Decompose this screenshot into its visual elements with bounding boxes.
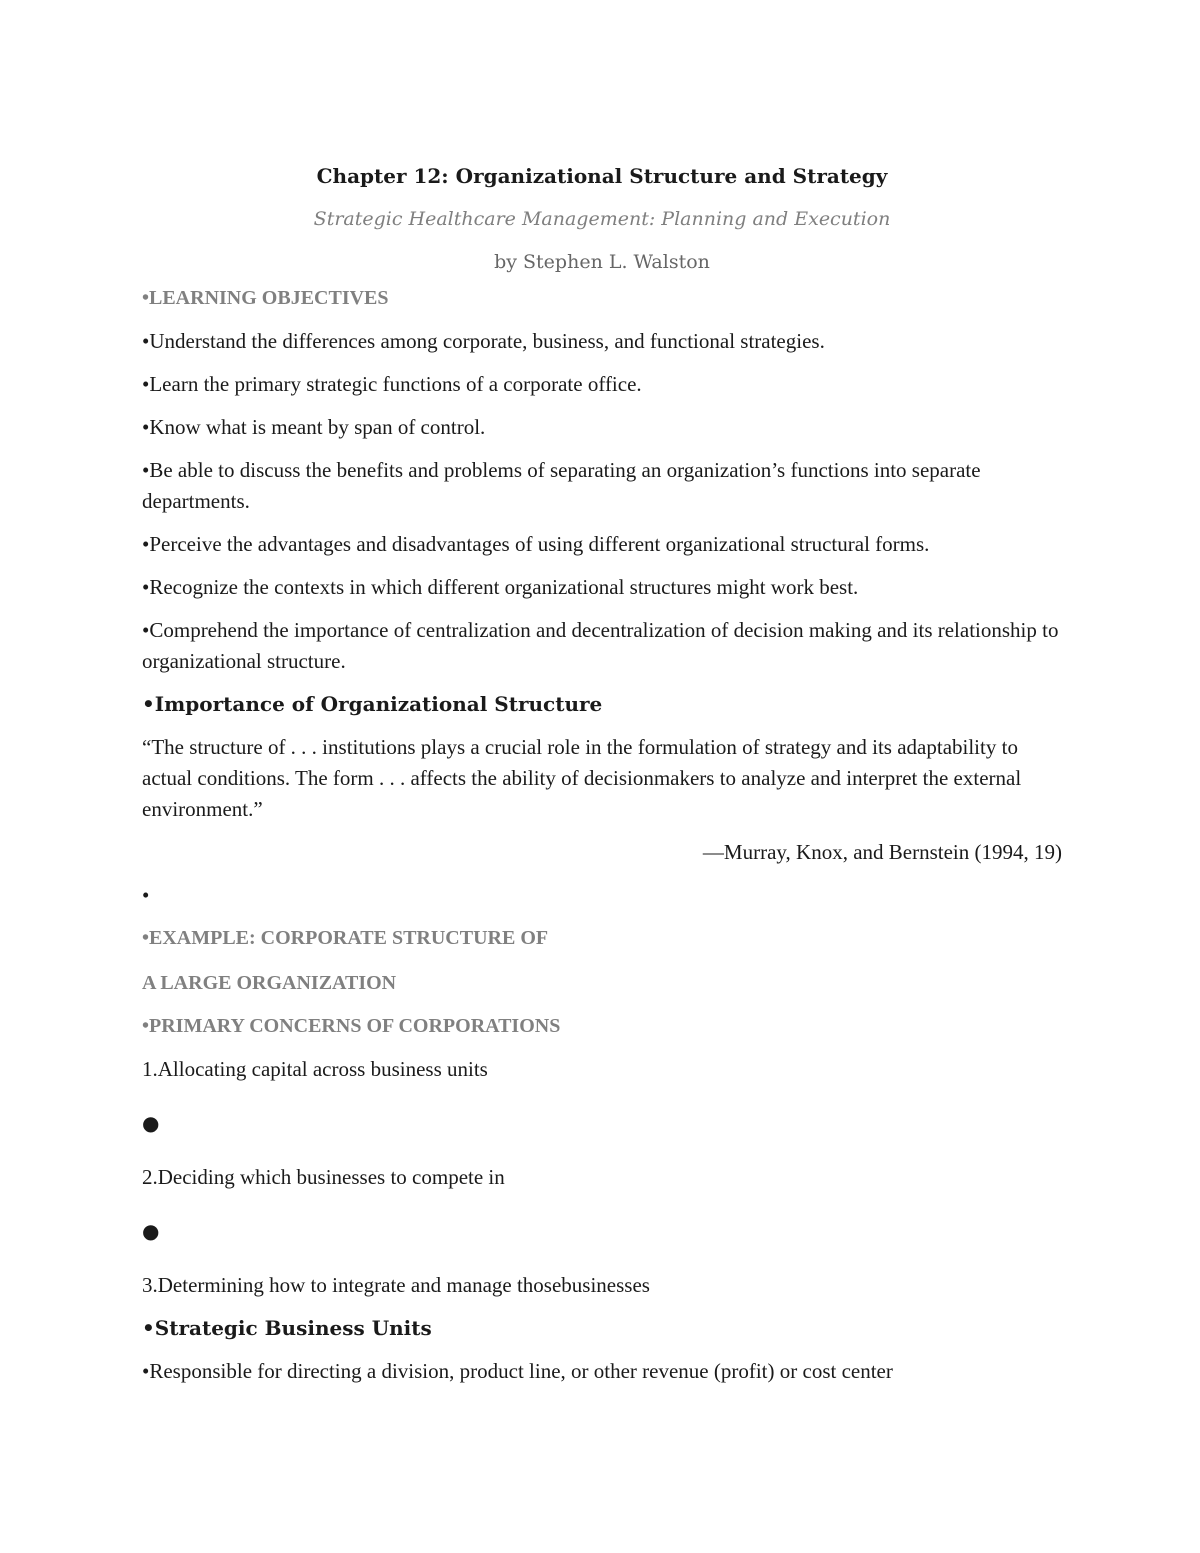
concerns-heading: •PRIMARY CONCERNS OF CORPORATIONS (142, 1015, 561, 1037)
sbu-heading: •Strategic Business Units (142, 1316, 432, 1340)
sbu-item: •Responsible for directing a division, product line, or other revenue (profit) or cost center (142, 1359, 893, 1383)
example-heading-line1: •EXAMPLE: CORPORATE STRUCTURE OF (142, 927, 549, 949)
quote-attribution: —Murray, Knox, and Bernstein (1994, 19) (702, 840, 1062, 864)
example-heading-line2: A LARGE ORGANIZATION (142, 972, 397, 994)
objectives-heading: •LEARNING OBJECTIVES (142, 287, 389, 309)
author-line: by Stephen L. Walston (494, 251, 710, 273)
bullet-dot: ● (142, 1219, 160, 1243)
objective-item: •Learn the primary strategic functions of a corporate office. (142, 372, 642, 396)
concern-item-1: 1.Allocating capital across business units (142, 1057, 488, 1081)
objective-item: •Perceive the advantages and disadvantages of using different organizational structural forms. (142, 532, 930, 556)
objective-item: •Know what is meant by span of control. (142, 415, 486, 439)
document-page (142, 155, 1062, 1399)
concern-item-2: 2.Deciding which businesses to compete in (142, 1165, 505, 1189)
importance-heading: •Importance of Organizational Structure (142, 692, 603, 716)
objective-item: •Comprehend the importance of centralization and decentralization of decision making and its relationship to organizational structure. (142, 618, 1059, 673)
quote-text: “The structure of . . . institutions plays a crucial role in the formulation of strategy and its adaptability to actual conditions. The form . . . affects the ability of decisionmakers to analyze and interpret the external environment.” (142, 735, 1022, 821)
book-subtitle: Strategic Healthcare Management: Planning and Execution (313, 208, 891, 230)
concern-item-3: 3.Determining how to integrate and manage thosebusinesses (142, 1273, 650, 1297)
objective-item: •Recognize the contexts in which different organizational structures might work best. (142, 575, 859, 599)
empty-bullet: • (142, 883, 150, 907)
document-title: Chapter 12: Organizational Structure and Strategy (316, 164, 888, 188)
objective-item: •Understand the differences among corporate, business, and functional strategies. (142, 329, 825, 353)
bullet-dot: ● (142, 1111, 160, 1135)
objective-item: •Be able to discuss the benefits and problems of separating an organization’s functions into separate departments. (142, 458, 981, 513)
